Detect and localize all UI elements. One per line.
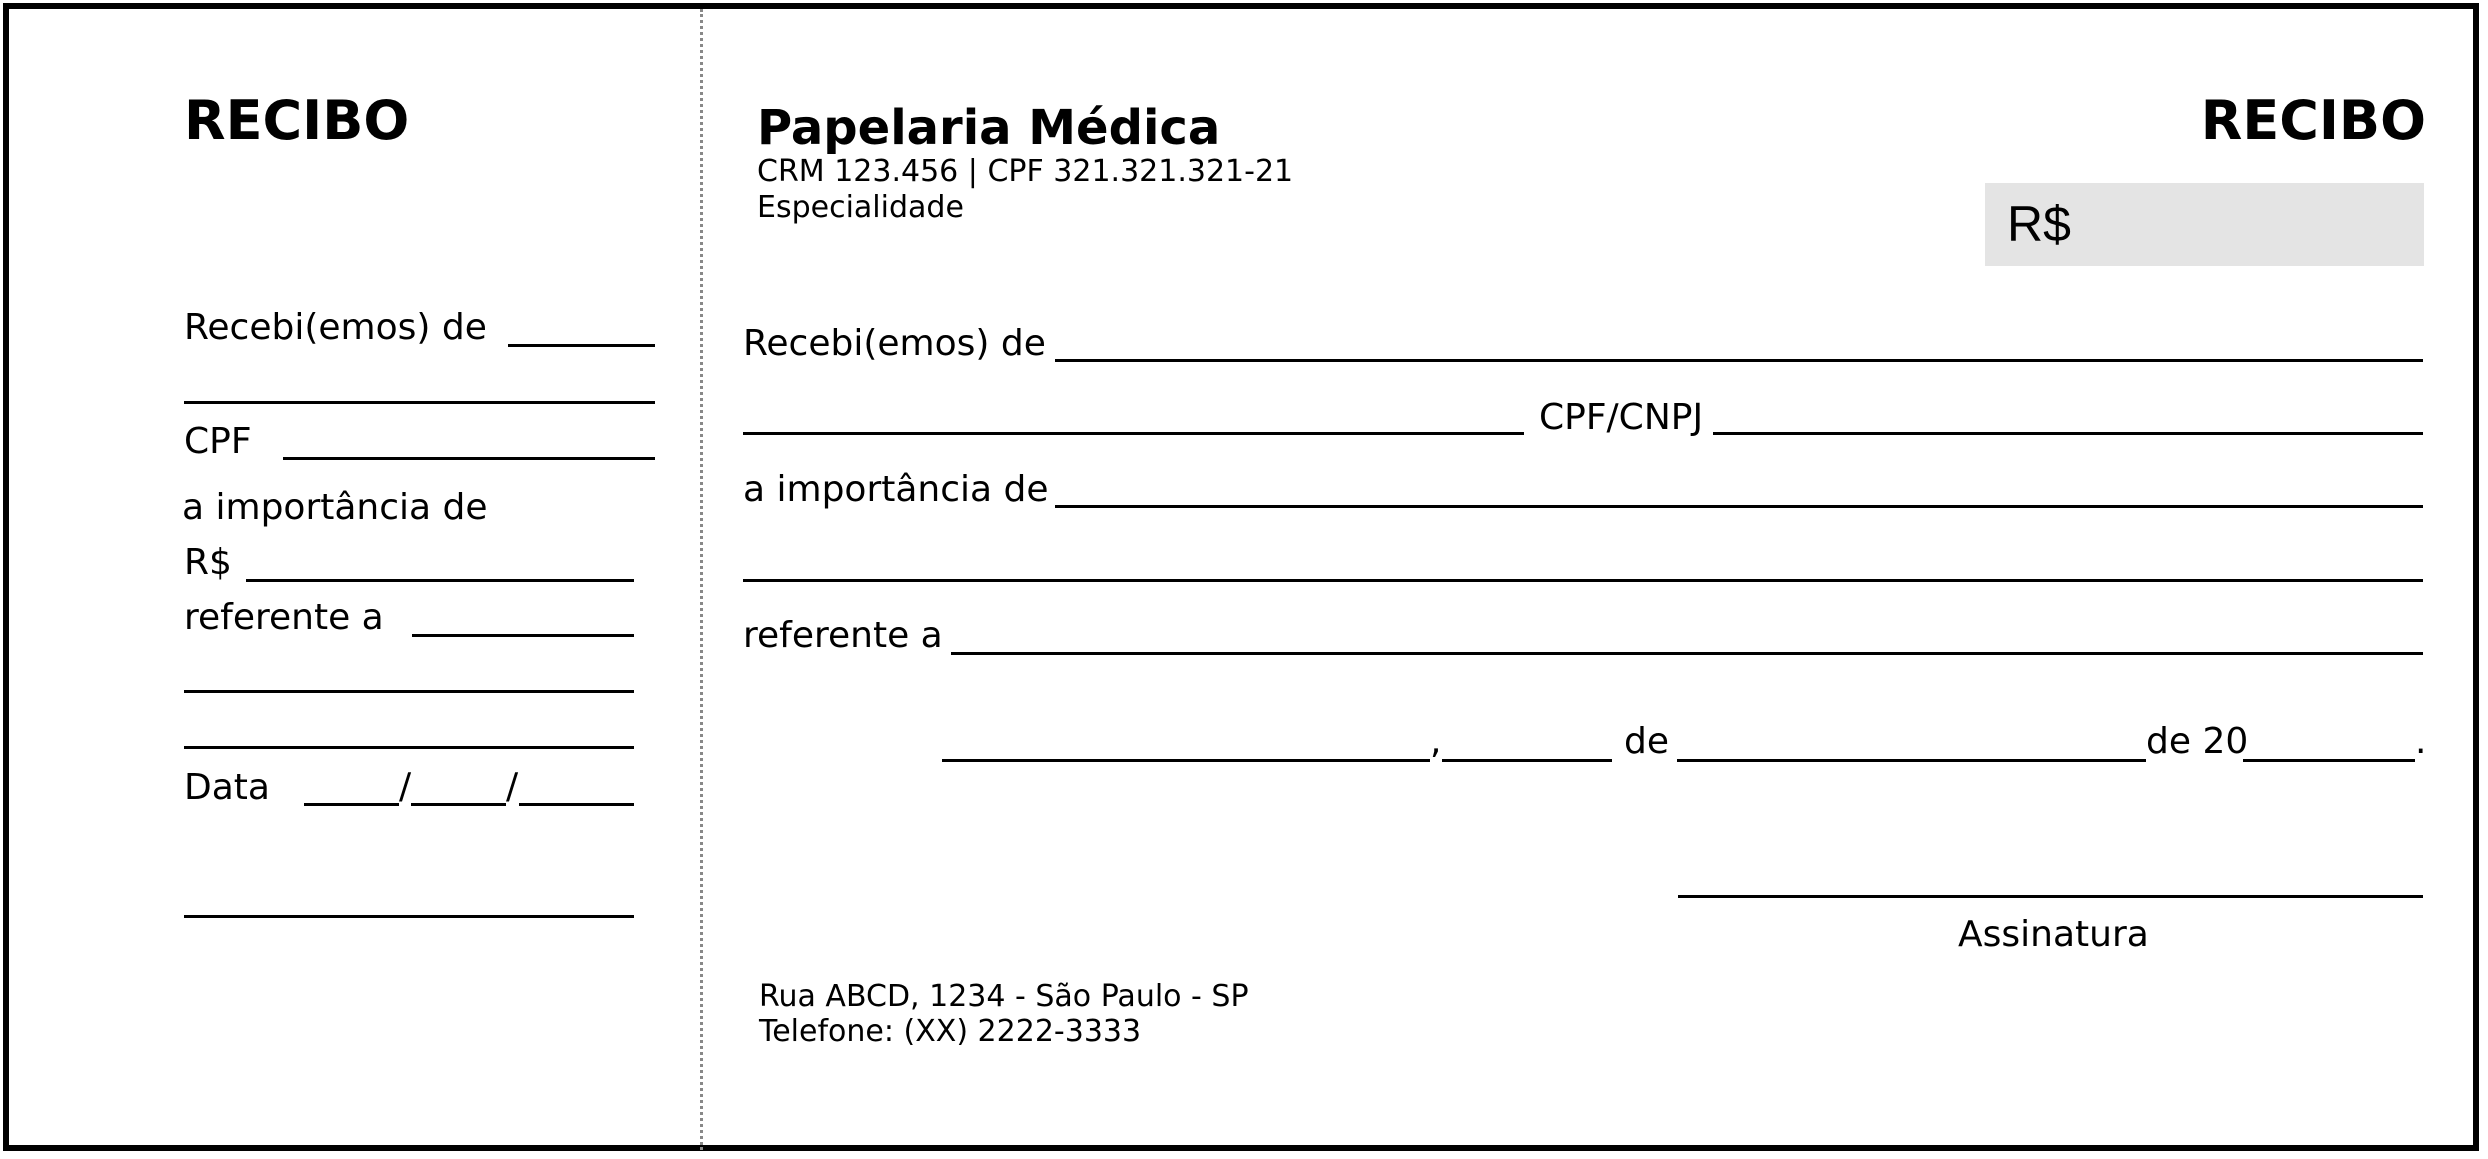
clinic-registration: CRM 123.456 | CPF 321.321.321-21: [757, 154, 1294, 189]
stub-regarding-line[interactable]: [412, 634, 634, 637]
stub-regarding-line-3[interactable]: [184, 746, 634, 749]
date-month-line[interactable]: [1677, 759, 2146, 762]
stub-cpf-label: CPF: [184, 421, 252, 462]
regarding-line[interactable]: [951, 652, 2423, 655]
date-day-line[interactable]: [1442, 759, 1612, 762]
stub-received-from-line-2[interactable]: [184, 401, 655, 404]
stub-amount-line[interactable]: [246, 579, 634, 582]
date-year-line[interactable]: [2243, 759, 2415, 762]
date-period: .: [2415, 721, 2427, 762]
cpf-cnpj-label: CPF/CNPJ: [1539, 397, 1704, 438]
clinic-phone: Telefone: (XX) 2222-3333: [759, 1014, 1142, 1049]
stub-date-day-line[interactable]: [304, 803, 399, 806]
signature-line[interactable]: [1678, 895, 2423, 898]
amount-label: a importância de: [743, 469, 1049, 510]
stub-title: RECIBO: [184, 89, 410, 152]
clinic-name: Papelaria Médica: [757, 100, 1221, 156]
date-city-line[interactable]: [942, 759, 1430, 762]
amount-line-2[interactable]: [743, 579, 2423, 582]
cpf-cnpj-line[interactable]: [1713, 432, 2423, 435]
amount-line[interactable]: [1055, 505, 2423, 508]
signature-label: Assinatura: [1958, 914, 2149, 955]
stub-amount-label: a importância de: [182, 487, 488, 528]
received-from-line[interactable]: [1055, 359, 2423, 362]
stub-received-from-line[interactable]: [508, 344, 655, 347]
perforation-divider: [700, 9, 703, 1150]
stub-regarding-line-2[interactable]: [184, 690, 634, 693]
receipt-title: RECIBO: [2200, 89, 2426, 152]
stub-date-label: Data: [184, 767, 270, 808]
stub-regarding-label: referente a: [184, 597, 384, 638]
received-from-label: Recebi(emos) de: [743, 323, 1046, 364]
clinic-specialty: Especialidade: [757, 190, 964, 225]
stub-currency-label: R$: [184, 542, 232, 583]
stub-received-from-label: Recebi(emos) de: [184, 307, 487, 348]
date-year-prefix: de 20: [2146, 721, 2249, 762]
received-from-line-2[interactable]: [743, 432, 1524, 435]
regarding-label: referente a: [743, 615, 943, 656]
stub-date-separator: /: [506, 766, 519, 807]
amount-box-currency-label: R$: [2007, 196, 2071, 252]
stub-cpf-line[interactable]: [283, 457, 655, 460]
stub-date-month-line[interactable]: [411, 803, 506, 806]
stub-signature-line[interactable]: [184, 915, 634, 918]
amount-box[interactable]: [1985, 183, 2424, 266]
date-de-label: de: [1624, 721, 1669, 762]
clinic-address: Rua ABCD, 1234 - São Paulo - SP: [759, 979, 1249, 1014]
stub-date-year-line[interactable]: [519, 803, 634, 806]
stub-date-separator: /: [399, 766, 412, 807]
date-comma: ,: [1430, 721, 1442, 762]
